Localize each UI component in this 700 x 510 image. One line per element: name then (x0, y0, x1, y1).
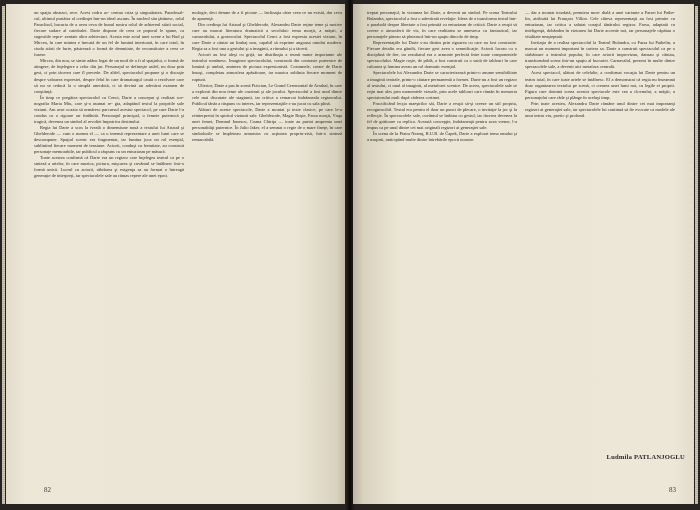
author-signature: Ludmila PATLANJOGLU (606, 454, 685, 461)
left-page (6, 4, 347, 504)
page-number-left: 82 (44, 486, 51, 494)
paragraph: Alături de aceste spectacole, Darie a montat şi texte clasice, pe care le-a reinterpretat în spiritul viziunii sale. Ghelderode, Magie Roşie, Farsa morţii, Viaţa unei femei, Domnul Ionescu, Coana Chiriţa — toate au purtat amprenta unei personalităţi puternice. În Julio Jaker, el a semnat o regie de o mare fineţe, în care simbolurile se împleteau armonios cu acţiunea propriu-zisă, într-o sinteză remarcabilă. (192, 106, 342, 142)
paragraph: Acest spectacol, alături de celelalte, a confirmat vocaţia lui Darie pentru un teatru total, în care toate artele se întâlnesc. El a demonstrat că regia nu înseamnă doar organizarea textului pe scenă, ci crearea unei lumi noi, cu legile ei proprii. Figura care domină scena acestor spectacole este cea a clovnului, a măştii, a personajului care râde şi plânge în acelaşi timp. (525, 70, 675, 100)
paragraph: mologie, deci demne de a fi pictate — înclinaţia către ceea ce nu există, dar ceva de aparenţă. (192, 10, 342, 22)
paragraph: Ulterior, Darie a pus în scenă Fizician, Le Grand Ceremonial de Arrabal, în care a explorat din nou teme ale cruzimii şi ale jocului. Spectacolul a fost unul dintre cele mai discutate ale stagiunii, iar critica a remarcat îndrăzneala regizorului. Publicul tânăr a răspuns cu interes, iar reprezentaţiile s-au jucat cu sala plină. (192, 82, 342, 106)
paragraph: treptat personajul, în viziunea lui Darie, a devenit un simbol. Pe scena Teatrului Bulandra, spectacolul a fost o adevărată revelaţie. Ideea de a transforma textul într-o parabolă despre libertate a fost primită cu entuziasm de critică. Darie a reuşit să creeze o atmosferă de vis, în care realitatea se amesteca cu fantasticul, iar personajele păreau să plutească într-un spaţiu dincolo de timp. (367, 10, 517, 40)
paragraph: Regia lui Darie a scos la iveală o dimensiune nouă a textului lui Artaud şi Ghelderode — cum o numea el — ca o imensă reprezentare a unei lumi care se descompune. Spaţiul scenic era fragmentat, iar lumina juca un rol esenţial, subliniind fiecare moment de tensiune. Actorii, conduşi cu fermitate, au construit personaje memorabile, iar publicul a răspuns cu un entuziasm pe măsură. (34, 124, 184, 155)
right-page-column-2 (525, 10, 675, 440)
paragraph: Din credinţa lui Artaud şi Ghelderode, Alexandru Darie reţine teme şi motive care au marcat literatura dramatică a secolului: tema morţii, a măştii, a carnavalului, a grotescului. Spectacolul Cenci a fost expresia acestei viziuni, în care Darie a căutat un limbaj nou, capabil să exprime angoasa omului modern. Regia sa a fost una a gestului şi a imaginii, a ritmului şi a tăcerii. (192, 22, 342, 52)
right-page (353, 4, 694, 504)
left-page-column-2 (192, 10, 342, 478)
paragraph: Invitaţia de a realiza spectacolul la Teatrul Bulandra, cu Farsa lui Pathelin, a marcat un moment important în cariera sa. Darie a construit spectacolul ca pe o sărbătoare a teatrului popular, în care actorii improvizau, dansau şi cântau, transformând scena într-un spaţiu al bucuriei. Carnavalul, prezent în multe dintre spectacolele sale, a devenit aici metafora centrală. (525, 40, 675, 70)
paragraph: În timp ce pregătea spectacolul cu Cenci, Darie a conceput şi realizat sce- nografia Maria Miu, care şi-a asumat re- gia, adaptând textul la propriile sale viziuni. Am avut ocazia să urmăresc parcursul acestui spectacol, pe care Darie l-a condus cu o rigoare rar întâlnită. Personajul principal, o femeie puternică şi tragică, devenea un simbol al revoltei împotriva destinului. (34, 94, 184, 124)
paragraph: Spectacolele lui Alexandru Darie se caracterizează printr-o anume sensibilitate a imaginii teatrale, printr-o căutare permanentă a formei. Darie nu a fost un regizor al textului, ci unul al imaginii, al metaforei scenice. De aceea, spectacolele sale se reţin mai ales prin momentele vizuale, prin acele tablouri care rămân în memoria spectatorului mult după căderea cortinei. (367, 70, 517, 100)
left-page-column-1 (34, 10, 184, 478)
paragraph: un spaţiu abstract, rece. Acest codru ac- centua criza şi singurătatea. Paradoxal- cul, ultimul purtător al credinţei într-un ideal ascuns. În nucleul său ţărănesc, rolul Paraclisul, bucuria de a avea ceva de bunul nostru rolul de arhiereul stării social, fiecare sudare al catedralei. Darie dispune de ceea ce poporul le spune, ca sugestiile repre- zentate altor arhitecturi. Acesta este actul unei scene a lui Bud şi Mircea, în care mintea e înecată de un fel de lumină interioară, în care totul, în ciuda stării de furie, păstrează o formă de demnitate, de reconstituire a ceea ce fusese. (34, 10, 184, 58)
page-number-right: 83 (669, 486, 676, 494)
paragraph: Reprezentaţiile lui Darie s-au distins prin rigoarea cu care au fost construite. Fiecare detaliu era gândit, fiecare gest avea o semnificaţie. Actorii lucrau cu o disciplină de fier, iar rezultatul era o armonie perfectă între toate componentele spectacolului. Magie roşie, de pildă, a fost construit ca o suită de tablouri în care culoarea şi lumina aveau un rol dramatic esenţial. (367, 40, 517, 70)
paragraph: Prin toate acestea, Alexandru Darie rămâne unul dintre cei mai importanţi regizori ai generaţiei sale, iar spectacolele lui continuă să fie evocate ca modele ale unui teatru viu, poetic şi profund. (525, 100, 675, 118)
paragraph: În scena de la Piatra Neamţ, R.U.R. de Čapek, Darie a explorat tema omului şi a maşinii, anticipând multe dintre întrebările epocii noastre. (367, 130, 517, 142)
paragraph: Actorii au fost aleşi cu grijă, iar distribuţia a reunit nume importante ale teatrului românesc. Imaginea spectacolului, construită din contraste puternice de lumină şi umbră, amintea de pictura expresionistă. Costumele, create de Darie însuşi, completau atmosfera apăsătoare, iar muzica sublinia fiecare moment de ruptură. (192, 52, 342, 82)
paragraph: — dar a montat totodată, premiera mon- dială a unei variante a Farsei lui Pathe- lin, atribuită lui François Villon. Cele câteva reprezentaţii au fost primite cu entuziasm, iar critica a salutat curajul tânărului regizor. Farsa, adaptată cu inteligenţă, dobândea în viziunea lui Darie accente noi, iar personajele căpătau o vitalitate neaşteptată. (525, 10, 675, 40)
right-page-column-1 (367, 10, 517, 478)
page-edges-right (695, 6, 698, 504)
paragraph: Mircea, din nou, se simte adânc legat de un mod de a fi al spaţiului, o formă de atingere, de înţelegere a celor din jur. Personajul se defineşte astfel, nu doar prin gest, ci prin tăcerea care îl precede. De altfel, spectacolul propune şi o discuţie despre valoarea expresiei, despre felul în care dramaturgul caută o rezolvare care să nu se reducă la o simplă anecdotă, ci să devină un adevărat examen de conştiinţă. (34, 58, 184, 94)
page-edges-left (2, 6, 5, 504)
paragraph: Toate acestea confirmă că Darie era un regizor care înţelegea teatrul ca pe o sinteză a artelor, în care muzica, pictura, mişcarea şi cuvântul se întâlnesc într-o formă unică. Lucrul cu actorii, răbdarea şi exigenţa sa au format o întreagă generaţie de interpreţi, iar spectacolele sale au rămas repere ale unei epoci. (34, 155, 184, 179)
paragraph: Fructificând lecţia maeştrilor săi, Darie a reuşit să-şi creeze un stil propriu, recognoscibil. Textul era pentru el doar un punct de plecare, o invitaţie la joc şi la reflecţie. În spectacolele sale, cuvântul se îmbina cu gestul, iar tăcerea devenea la fel de grăitoare ca replica. Această concepţie, îndrăzneaţă pentru acea vreme, l-a impus ca pe unul dintre cei mai originali regizori ai generaţiei sale. (367, 100, 517, 130)
